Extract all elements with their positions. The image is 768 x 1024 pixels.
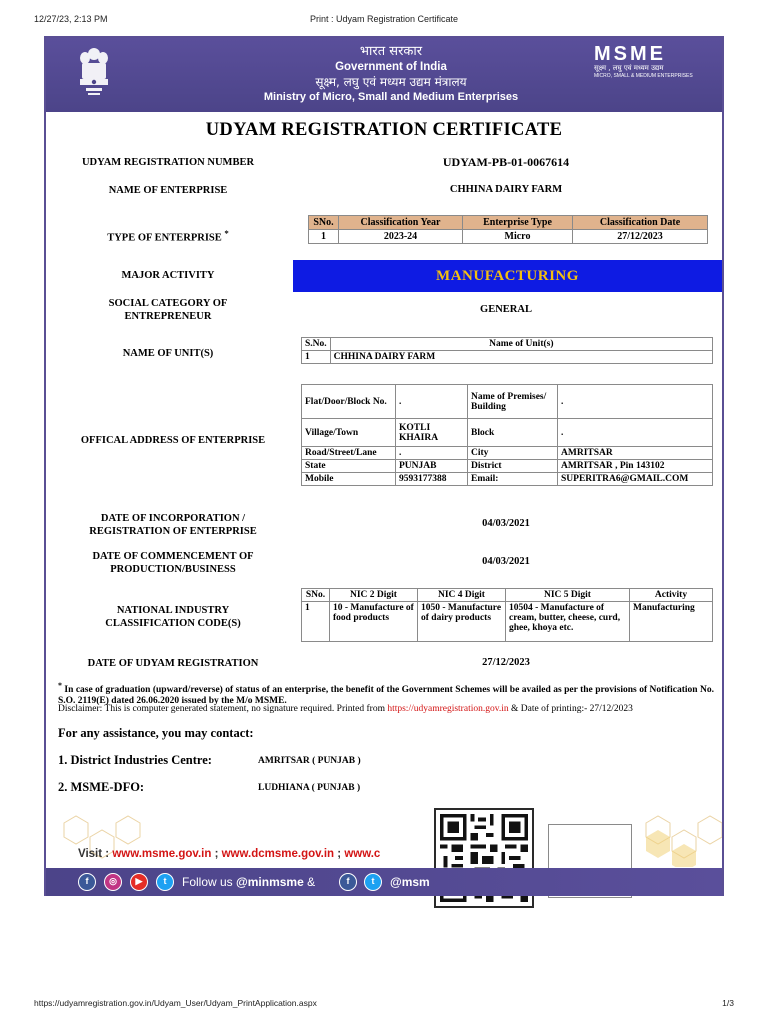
classification-header-row <box>309 216 708 230</box>
dic-label: 1. District Industries Centre: <box>58 753 212 767</box>
units-cell: 1 <box>302 351 331 364</box>
incorporation-label-line1: DATE OF INCORPORATION / <box>100 513 246 524</box>
address-mobile-value: 9593177388 <box>396 473 468 486</box>
enterprise-type-label <box>58 227 278 245</box>
address-city-label: City <box>468 447 558 460</box>
note-text: In case of graduation (upward/reverse) of status of an enterprise, the benefit of the Government Schemes will be availed as per the provisions of Notification No. S.O. 2119(E) dated 26.06.2020 issued by the M/o MSME. <box>58 685 715 707</box>
address-mobile-label: Mobile <box>302 473 396 486</box>
dfo-value: LUDHIANA ( PUNJAB ) <box>258 783 361 793</box>
address-state-label: State <box>302 460 396 473</box>
follow-line-2 <box>390 875 430 889</box>
incorporation-value: 04/03/2021 <box>482 518 530 529</box>
visit-separator: ; <box>334 848 345 860</box>
msme-logo <box>594 44 712 86</box>
address-email-value: SUPERITRA6@GMAIL.COM <box>558 473 713 486</box>
classification-cell: Micro <box>463 230 573 244</box>
nic-header: SNo. <box>302 589 330 602</box>
disclaimer-text: Disclaimer: This is computer generated statement, no signature required. Printed from <box>58 704 388 714</box>
social-category-label-line2: ENTREPRENEUR <box>124 311 212 322</box>
enterprise-name-label: NAME OF ENTERPRISE <box>108 185 228 196</box>
nic-cell: 10504 - Manufacture of cream, butter, cheese, curd, ghee, khoya etc. <box>506 602 630 642</box>
print-footer <box>34 998 734 1012</box>
classification-cell: 2023-24 <box>339 230 463 244</box>
units-header-row <box>302 338 713 351</box>
print-header <box>34 14 734 28</box>
print-url: https://udyamregistration.gov.in/Udyam_User/Udyam_PrintApplication.aspx <box>34 998 317 1008</box>
nic-header: NIC 5 Digit <box>506 589 630 602</box>
certificate-title: UDYAM REGISTRATION CERTIFICATE <box>205 120 563 140</box>
major-activity-value: MANUFACTURING <box>293 260 722 292</box>
social-category-value: GENERAL <box>480 304 532 315</box>
address-row <box>302 473 713 486</box>
msme-logo-word: MSME <box>594 43 666 65</box>
nic-header: NIC 2 Digit <box>330 589 418 602</box>
visit-link-partial[interactable]: www.c <box>344 848 381 860</box>
hindi-ministry: सूक्ष्म, लघु एवं मध्यम उद्यम मंत्रालय <box>315 75 467 89</box>
address-email-label: Email: <box>468 473 558 486</box>
address-city-value: AMRITSAR <box>558 447 713 460</box>
government-banner <box>46 38 722 112</box>
youtube-icon[interactable]: ▶ <box>130 873 148 891</box>
nic-cell: 10 - Manufacture of food products <box>330 602 418 642</box>
certificate <box>44 36 724 896</box>
address-district-value: AMRITSAR , Pin 143102 <box>558 460 713 473</box>
classification-header: Enterprise Type <box>463 216 573 230</box>
dfo-label: 2. MSME-DFO: <box>58 780 145 794</box>
dic-value: AMRITSAR ( PUNJAB ) <box>258 756 361 766</box>
enterprise-name-value: CHHINA DAIRY FARM <box>449 184 563 195</box>
facebook-icon-2[interactable]: f <box>339 873 357 891</box>
commencement-label-line2: PRODUCTION/BUSINESS <box>110 564 236 575</box>
nic-cell: 1050 - Manufacture of dairy products <box>418 602 506 642</box>
units-header: Name of Unit(s) <box>330 338 712 351</box>
ministry-name: Ministry of Micro, Small and Medium Enterprises <box>263 91 519 103</box>
instagram-icon[interactable]: ◎ <box>104 873 122 891</box>
address-village-value: KOTLI KHAIRA <box>396 419 468 447</box>
address-row <box>302 385 713 419</box>
nic-header-row <box>302 589 713 602</box>
commencement-label <box>58 550 288 576</box>
facebook-icon[interactable]: f <box>78 873 96 891</box>
classification-cell: 1 <box>309 230 339 244</box>
classification-header: Classification Year <box>339 216 463 230</box>
units-label: NAME OF UNIT(S) <box>122 348 214 359</box>
classification-cell: 27/12/2023 <box>573 230 708 244</box>
disclaimer <box>58 703 718 715</box>
reg-number-label: UDYAM REGISTRATION NUMBER <box>81 157 255 168</box>
address-table <box>301 384 713 486</box>
note-mark: * <box>58 681 62 690</box>
visit-link-msme[interactable]: www.msme.gov.in <box>112 848 212 860</box>
units-cell: CHHINA DAIRY FARM <box>330 351 712 364</box>
address-label: OFFICAL ADDRESS OF ENTERPRISE <box>80 435 266 446</box>
banner-text <box>226 44 556 104</box>
visit-prefix: Visit : <box>78 848 113 860</box>
commencement-value: 04/03/2021 <box>482 556 530 567</box>
visit-link-dcmsme[interactable]: www.dcmsme.gov.in <box>221 848 335 860</box>
units-table <box>301 337 713 364</box>
nic-header: NIC 4 Digit <box>418 589 506 602</box>
government-of-india: Government of India <box>335 61 447 73</box>
print-datetime: 12/27/23, 2:13 PM <box>34 14 108 24</box>
print-page-number: 1/3 <box>722 998 734 1008</box>
address-block-label: Block <box>468 419 558 447</box>
social-category-label <box>58 297 278 323</box>
disclaimer-link[interactable]: https://udyamregistration.gov.in <box>387 704 509 714</box>
commencement-label-line1: DATE OF COMMENCEMENT OF <box>92 551 254 562</box>
follow-handle-2[interactable]: @msm <box>390 875 430 889</box>
address-district-label: District <box>468 460 558 473</box>
national-emblem-icon <box>74 44 114 104</box>
incorporation-label-line2: REGISTRATION OF ENTERPRISE <box>89 526 257 537</box>
classification-table <box>308 215 708 244</box>
nic-table <box>301 588 713 642</box>
nic-label <box>58 604 288 630</box>
contact-heading: For any assistance, you may contact: <box>58 726 254 740</box>
hindi-government: भारत सरकार <box>359 44 423 59</box>
address-road-value: . <box>396 447 468 460</box>
classification-row <box>309 230 708 244</box>
follow-text: Follow us <box>182 875 233 889</box>
major-activity-label: MAJOR ACTIVITY <box>121 270 215 281</box>
disclaimer-date: & Date of printing:- 27/12/2023 <box>508 704 633 714</box>
address-row <box>302 460 713 473</box>
address-row <box>302 447 713 460</box>
nic-label-line2: CLASSIFICATION CODE(S) <box>105 618 241 629</box>
nic-header: Activity <box>630 589 713 602</box>
address-row <box>302 419 713 447</box>
address-flat-label: Flat/Door/Block No. <box>302 385 396 419</box>
address-premises-value: . <box>558 385 713 419</box>
enterprise-type-label-text: TYPE OF ENTERPRISE <box>107 232 222 244</box>
units-row <box>302 351 713 364</box>
social-footer-bar <box>46 868 722 896</box>
visit-line <box>78 848 380 860</box>
address-premises-label: Name of Premises/ Building <box>468 385 558 419</box>
classification-header: SNo. <box>309 216 339 230</box>
nic-row <box>302 602 713 642</box>
udyam-date-label: DATE OF UDYAM REGISTRATION <box>87 658 259 669</box>
nic-cell: 1 <box>302 602 330 642</box>
visit-separator: ; <box>211 848 222 860</box>
twitter-icon-2[interactable]: t <box>364 873 382 891</box>
follow-amp: & <box>307 875 316 889</box>
follow-handle[interactable]: @minmsme <box>236 875 304 889</box>
follow-line <box>182 875 315 889</box>
social-category-label-line1: SOCIAL CATEGORY OF <box>108 298 228 309</box>
print-page-title: Print : Udyam Registration Certificate <box>309 14 459 24</box>
reg-number-value: UDYAM-PB-01-0067614 <box>442 155 570 169</box>
address-block-value: . <box>558 419 713 447</box>
twitter-icon[interactable]: t <box>156 873 174 891</box>
nic-cell: Manufacturing <box>630 602 713 642</box>
udyam-date-value: 27/12/2023 <box>482 657 530 668</box>
classification-header: Classification Date <box>573 216 708 230</box>
units-header: S.No. <box>302 338 331 351</box>
enterprise-type-mark: * <box>224 228 229 238</box>
msme-logo-tag: MICRO, SMALL & MEDIUM ENTERPRISES <box>594 73 693 79</box>
nic-label-line1: NATIONAL INDUSTRY <box>116 605 230 616</box>
incorporation-label <box>58 512 288 538</box>
address-flat-value: . <box>396 385 468 419</box>
address-state-value: PUNJAB <box>396 460 468 473</box>
address-road-label: Road/Street/Lane <box>302 447 396 460</box>
address-village-label: Village/Town <box>302 419 396 447</box>
msme-logo-tag-hindi: सूक्ष्म , लघु एवं मध्यम उद्यम <box>594 64 664 72</box>
